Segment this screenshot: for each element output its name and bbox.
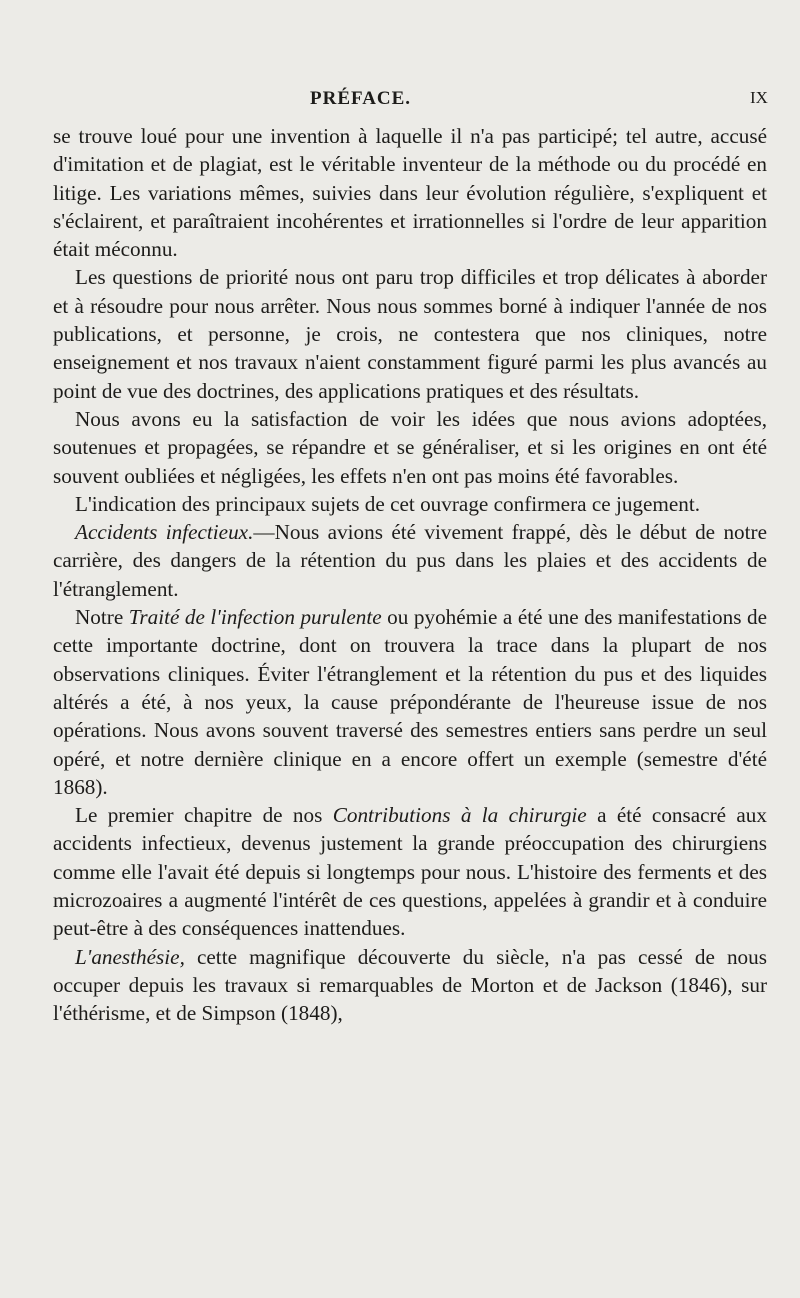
body-text — [53, 122, 767, 1028]
paragraph: Accidents infectieux.—Nous avions été vivement frappé, dès le début de notre carrière, des dangers de la rétention du pus dans les plaies et des accidents de l'étranglement. — [53, 520, 767, 601]
paragraph: Nous avons eu la satisfaction de voir les idées que nous avions adoptées, soutenues et propagées, se répandre et se généraliser, et si les origines en ont été souvent oubliées et négligées, les effets n'en ont pas moins été favorables. — [53, 406, 767, 488]
paragraph: se trouve loué pour une invention à laquelle il n'a pas participé; tel autre, accusé d'imitation et de plagiat, est le véritable inventeur de la méthode ou du procédé en litige. Les variations mêmes, suivies dans leur évolution régulière, s'expliquent et s'éclairent, et paraîtraient incohérentes et irrationnelles si l'ordre de leur apparition était méconnu. — [53, 124, 767, 262]
page-header — [0, 88, 800, 114]
section-lead: Accidents infectieux. — [75, 520, 254, 545]
book-title: Traité de l'infection purulente — [128, 605, 382, 630]
paragraph: Notre Traité de l'infection purulente ou pyohémie a été une des manifestations de cette importante doctrine, dont on trouvera la trace dans la plupart de nos observations cliniques. Éviter l'étranglement et la rétention du pus et des liquides altérés a été, à nos yeux, la cause prépondérante de l'heureuse issue de nos opérations. Nous avons souvent traversé des semestres entiers sans perdre un seul opéré, et notre dernière clinique en a encore offert un exemple (semestre d'été 1868). — [53, 605, 767, 799]
running-title: PRÉFACE. — [310, 88, 412, 109]
paragraph: Le premier chapitre de nos Contributions à la chirurgie a été consacré aux accidents infectieux, devenus justement la grande préoccupation des chirurgiens comme elle l'avait été depuis si longtemps pour nous. L'histoire des ferments et des microzoaires a augmenté l'intérêt de ces questions, appelées à grandir et à conduire peut-être à des conséquences inattendues. — [53, 803, 767, 941]
book-title: Contributions à la chirurgie — [332, 803, 587, 828]
page-number: IX — [750, 88, 768, 107]
paragraph: Les questions de priorité nous ont paru trop difficiles et trop délicates à aborder et à résoudre pour nous arrêter. Nous nous sommes borné à indiquer l'année de nos publications, et personne, je crois, ne contestera que nos cliniques, notre enseignement et nos travaux n'aient constamment figuré parmi les plus avancés au point de vue des doctrines, des applications pratiques et des résultats. — [53, 265, 767, 403]
paragraph: L'indication des principaux sujets de cet ouvrage confirmera ce jugement. — [75, 491, 701, 516]
paragraph: L'anesthésie, cette magnifique découverte du siècle, n'a pas cessé de nous occuper depuis les travaux si remarquables de Morton et de Jackson (1846), sur l'éthérisme, et de Simpson (1848), — [53, 944, 767, 1026]
section-lead: L'anesthésie, — [75, 944, 185, 969]
